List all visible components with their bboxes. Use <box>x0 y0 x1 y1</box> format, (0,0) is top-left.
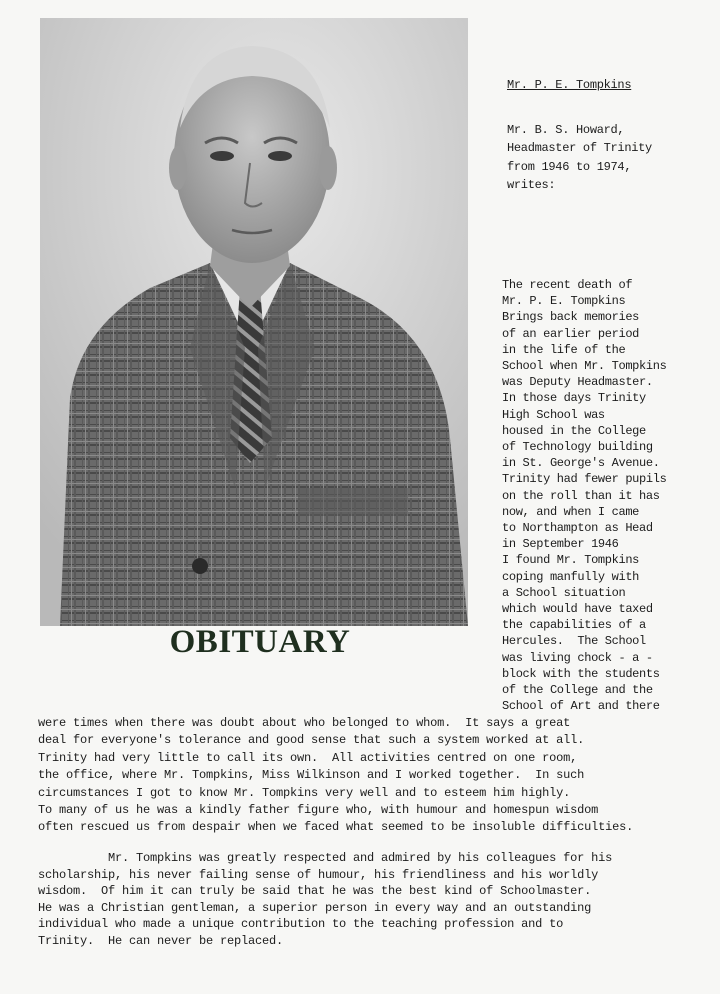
text-line: was Deputy Headmaster. <box>502 375 653 390</box>
text-line: scholarship, his never failing sense of humour, his friendliness and his worldly <box>38 867 599 882</box>
text-line: which would have taxed <box>502 602 653 617</box>
text-line: The recent death of <box>502 278 633 292</box>
text-line: School when Mr. Tompkins <box>502 359 667 374</box>
text-line: now, and when I came <box>502 504 640 519</box>
text-line: School of Art and there <box>502 699 660 714</box>
text-line: I found Mr. Tompkins <box>502 553 640 568</box>
text-line: the capabilities of a <box>502 618 646 633</box>
text-line: on the roll than it has <box>502 488 660 503</box>
text-line: Trinity. He can never be replaced. <box>38 933 284 948</box>
text-line: deal for everyone's tolerance and good sense that such a system worked at all. <box>38 733 585 748</box>
text-line: individual who made a unique contribution to the teaching profession and to <box>38 917 564 932</box>
text-line: were times when there was doubt about who belonged to whom. It says a great <box>38 716 571 730</box>
text-line: To many of us he was a kindly father figure who, with humour and homespun wisdom <box>38 803 599 818</box>
text-line: in St. George's Avenue. <box>502 456 660 471</box>
text-line: coping manfully with <box>502 569 640 584</box>
text-line: in the life of the <box>502 342 626 357</box>
intro-line: from 1946 to 1974, <box>507 159 632 174</box>
text-line: Mr. P. E. Tompkins <box>502 294 626 309</box>
text-line: High School was <box>502 407 605 422</box>
text-line: Hercules. The School <box>502 634 646 649</box>
intro-line: Mr. B. S. Howard, <box>507 123 625 137</box>
intro-line: Headmaster of Trinity <box>507 141 652 156</box>
text-line: housed in the College <box>502 423 646 438</box>
portrait-photo <box>40 18 468 626</box>
text-line: in September 1946 <box>502 537 619 552</box>
text-line: Mr. Tompkins was greatly respected and admired by his colleagues for his <box>38 851 613 865</box>
intro-line: writes: <box>507 177 556 192</box>
text-line: was living chock - a - <box>502 650 653 665</box>
body-paragraph-2 <box>38 850 698 950</box>
text-line: of the College and the <box>502 683 653 698</box>
subject-heading: Mr. P. E. Tompkins <box>507 78 632 92</box>
text-line: the office, where Mr. Tompkins, Miss Wilkinson and I worked together. In such <box>38 768 585 783</box>
obituary-title: OBITUARY <box>169 624 351 660</box>
author-intro <box>507 121 707 194</box>
text-line: often rescued us from despair when we faced what seemed to be insoluble difficulties. <box>38 820 634 835</box>
text-line: a School situation <box>502 585 626 600</box>
text-line: block with the students <box>502 666 660 681</box>
side-column-text <box>502 277 712 714</box>
text-line: wisdom. Of him it can truly be said that he was the best kind of Schoolmaster. <box>38 884 592 899</box>
text-line: of an earlier period <box>502 326 640 341</box>
text-line: Trinity had fewer pupils <box>502 472 667 487</box>
text-line: to Northampton as Head <box>502 521 653 536</box>
text-line: He was a Christian gentleman, a superior person in every way and an outstanding <box>38 900 592 915</box>
text-line: Trinity had very little to call its own. All activities centred on one room, <box>38 750 578 765</box>
text-line: circumstances I got to know Mr. Tompkins very well and to esteem him highly. <box>38 785 571 800</box>
text-line: of Technology building <box>502 440 653 455</box>
body-paragraph-1 <box>38 715 698 837</box>
text-line: Brings back memories <box>502 310 640 325</box>
text-line: In those days Trinity <box>502 391 646 406</box>
